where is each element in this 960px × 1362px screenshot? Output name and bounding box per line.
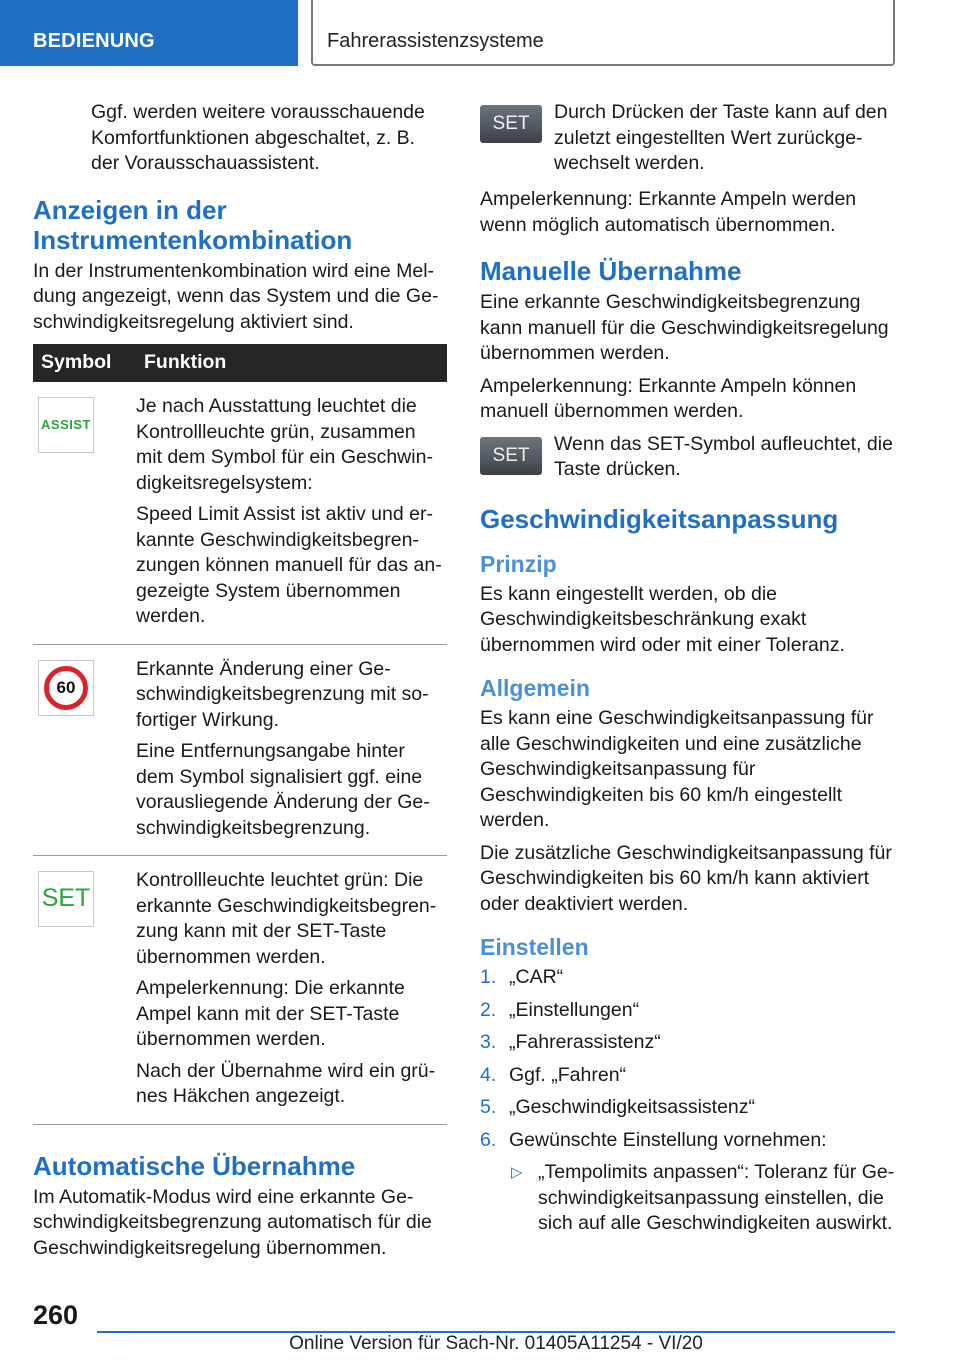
table-cell-text: Ampelerkennung: Die erkannte Ampel kann mit der SET-Taste übernommen werden. (136, 977, 405, 1050)
list-item: 5. „Geschwindigkeitsassistenz“ (480, 1096, 756, 1118)
speed-limit-sign-frame (38, 660, 94, 716)
set-button-row (480, 100, 895, 174)
sub-list-item: ▷ „Tempolimits anpassen“: Toleranz für Geschwindigkeitsanpassung einstellen, die sich auf alle Geschwindigkeiten auswirkt. (511, 1161, 895, 1234)
list-item: 2. „Einstellungen“ (480, 998, 640, 1021)
set-indicator-icon: SET (38, 871, 94, 927)
table-cell-text: Kontrollleuchte leuchtet grün: Die erkannte Geschwindigkeitsbegrenzung kann mit der SET-Taste übernommen werden. (136, 869, 437, 968)
list-item: 6. Gewünschte Einstellung vornehmen: ▷ „Tempolimits anpassen“: Toleranz für Geschwindigkeitsanpassung einstellen, die sich auf alle Geschwindigkeiten auswirkt. (480, 1128, 895, 1237)
page-header (0, 0, 960, 66)
auto-paragraph: Im Automatik-Modus wird eine erkannte Geschwindigkeitsbegrenzung automatisch für die Geschwindigkeitsregelung übernommen. (33, 1185, 432, 1259)
principle-paragraph: Es kann eingestellt werden, ob die Geschwindigkeitsbeschränkung exakt übernommen wird oder mit einer Toleranz. (480, 582, 845, 656)
table-cell-text: Je nach Ausstattung leuchtet die Kontrollleuchte grün, zusammen mit dem Symbol für ein Geschwindigkeitsregelsystem: (136, 395, 433, 494)
general-paragraph-2: Die zusätzliche Geschwindigkeitsanpassung für Geschwindigkeiten bis 60 km/h kann aktiviert oder deaktiviert werden. (480, 841, 892, 915)
left-column (33, 100, 447, 1268)
list-item: 3. „Fahrerassistenz“ (480, 1031, 661, 1053)
set-button-icon: SET (480, 437, 542, 475)
auto-heading: Automatische Übernahme (33, 1150, 356, 1181)
set-button-icon: SET (480, 105, 542, 143)
table-row (33, 382, 447, 644)
table-row (33, 856, 447, 1125)
section-tab (0, 0, 298, 66)
list-item: 4. Ggf. „Fahren“ (480, 1063, 627, 1086)
table-header-symbol: Symbol (33, 344, 136, 382)
triangle-bullet-icon: ▷ (511, 1164, 523, 1181)
chapter-label: Fahrerassistenzsysteme (327, 30, 544, 52)
right-column (480, 100, 895, 1244)
assist-indicator-icon: ASSIST (38, 397, 94, 453)
speed-limit-sign-icon: 60 (44, 666, 88, 710)
adapt-heading: Geschwindigkeitsanpassung (480, 503, 839, 534)
table-cell-text: Nach der Übernahme wird ein grünes Häkchen angezeigt. (136, 1059, 436, 1107)
list-item: 1. „CAR“ (480, 966, 564, 988)
function-table (33, 344, 447, 1125)
footer-text: Online Version für Sach-Nr. 01405A11254 - VI/20 (289, 1333, 703, 1354)
general-heading: Allgemein (480, 675, 590, 701)
manual-heading: Manuelle Übernahme (480, 256, 742, 286)
sub-list (509, 1160, 895, 1237)
set-button-row-2 (480, 432, 895, 484)
general-paragraph-1: Es kann eine Geschwindigkeitsanpassung für alle Geschwindigkeiten und eine zusätzliche Geschwindigkeitsanpassung für Geschwindigkeiten bis 60 km/h eingestellt werden. (480, 707, 874, 831)
table-cell-text: Eine Entfernungsangabe hinter dem Symbol signalisiert ggf. eine vorausliegende Änderung der Geschwindigkeitsbegrenzung. (136, 740, 430, 839)
section-label: BEDIENUNG (33, 30, 155, 52)
traffic-light-paragraph-2: Ampelerkennung: Erkannte Ampeln können manuell übernommen werden. (480, 374, 857, 422)
table-header-row (33, 344, 447, 382)
display-paragraph: In der Instrumentenkombination wird eine Meldung angezeigt, wenn das System und die Geschwindigkeitsregelung aktiviert sind. (33, 259, 439, 333)
table-cell-text: Erkannte Änderung einer Geschwindigkeitsbegrenzung mit sofortiger Wirkung. (136, 657, 429, 731)
chapter-tab (311, 0, 895, 66)
traffic-light-paragraph-1: Ampelerkennung: Erkannte Ampeln werden wenn möglich automatisch übernommen. (480, 188, 857, 236)
manual-paragraph: Eine erkannte Geschwindigkeitsbegrenzung kann manuell für die Geschwindigkeitsregelung übernommen werden. (480, 291, 889, 364)
set-paragraph-2: Wenn das SET-Symbol aufleuchtet, die Taste drücken. (554, 432, 893, 480)
table-cell-text: Speed Limit Assist ist aktiv und erkannte Geschwindigkeitsbegrenzungen können manuell für das angezeigte System übernommen werden. (136, 503, 442, 627)
page-number: 260 (33, 1300, 79, 1330)
intro-paragraph: Ggf. werden weitere vorausschauende Komfortfunktionen abgeschaltet, z. B. der Vorausschauassistent. (91, 101, 425, 174)
settings-steps (480, 965, 895, 1237)
principle-heading: Prinzip (480, 550, 557, 577)
set-paragraph-1: Durch Drücken der Taste kann auf den zuletzt eingestellten Wert zurückgewechselt werden. (554, 101, 888, 174)
settings-heading: Einstellen (480, 934, 589, 960)
table-row (33, 644, 447, 856)
table-header-function: Funktion (136, 344, 447, 382)
display-heading: Anzeigen in der Instrumentenkombination (33, 194, 353, 255)
